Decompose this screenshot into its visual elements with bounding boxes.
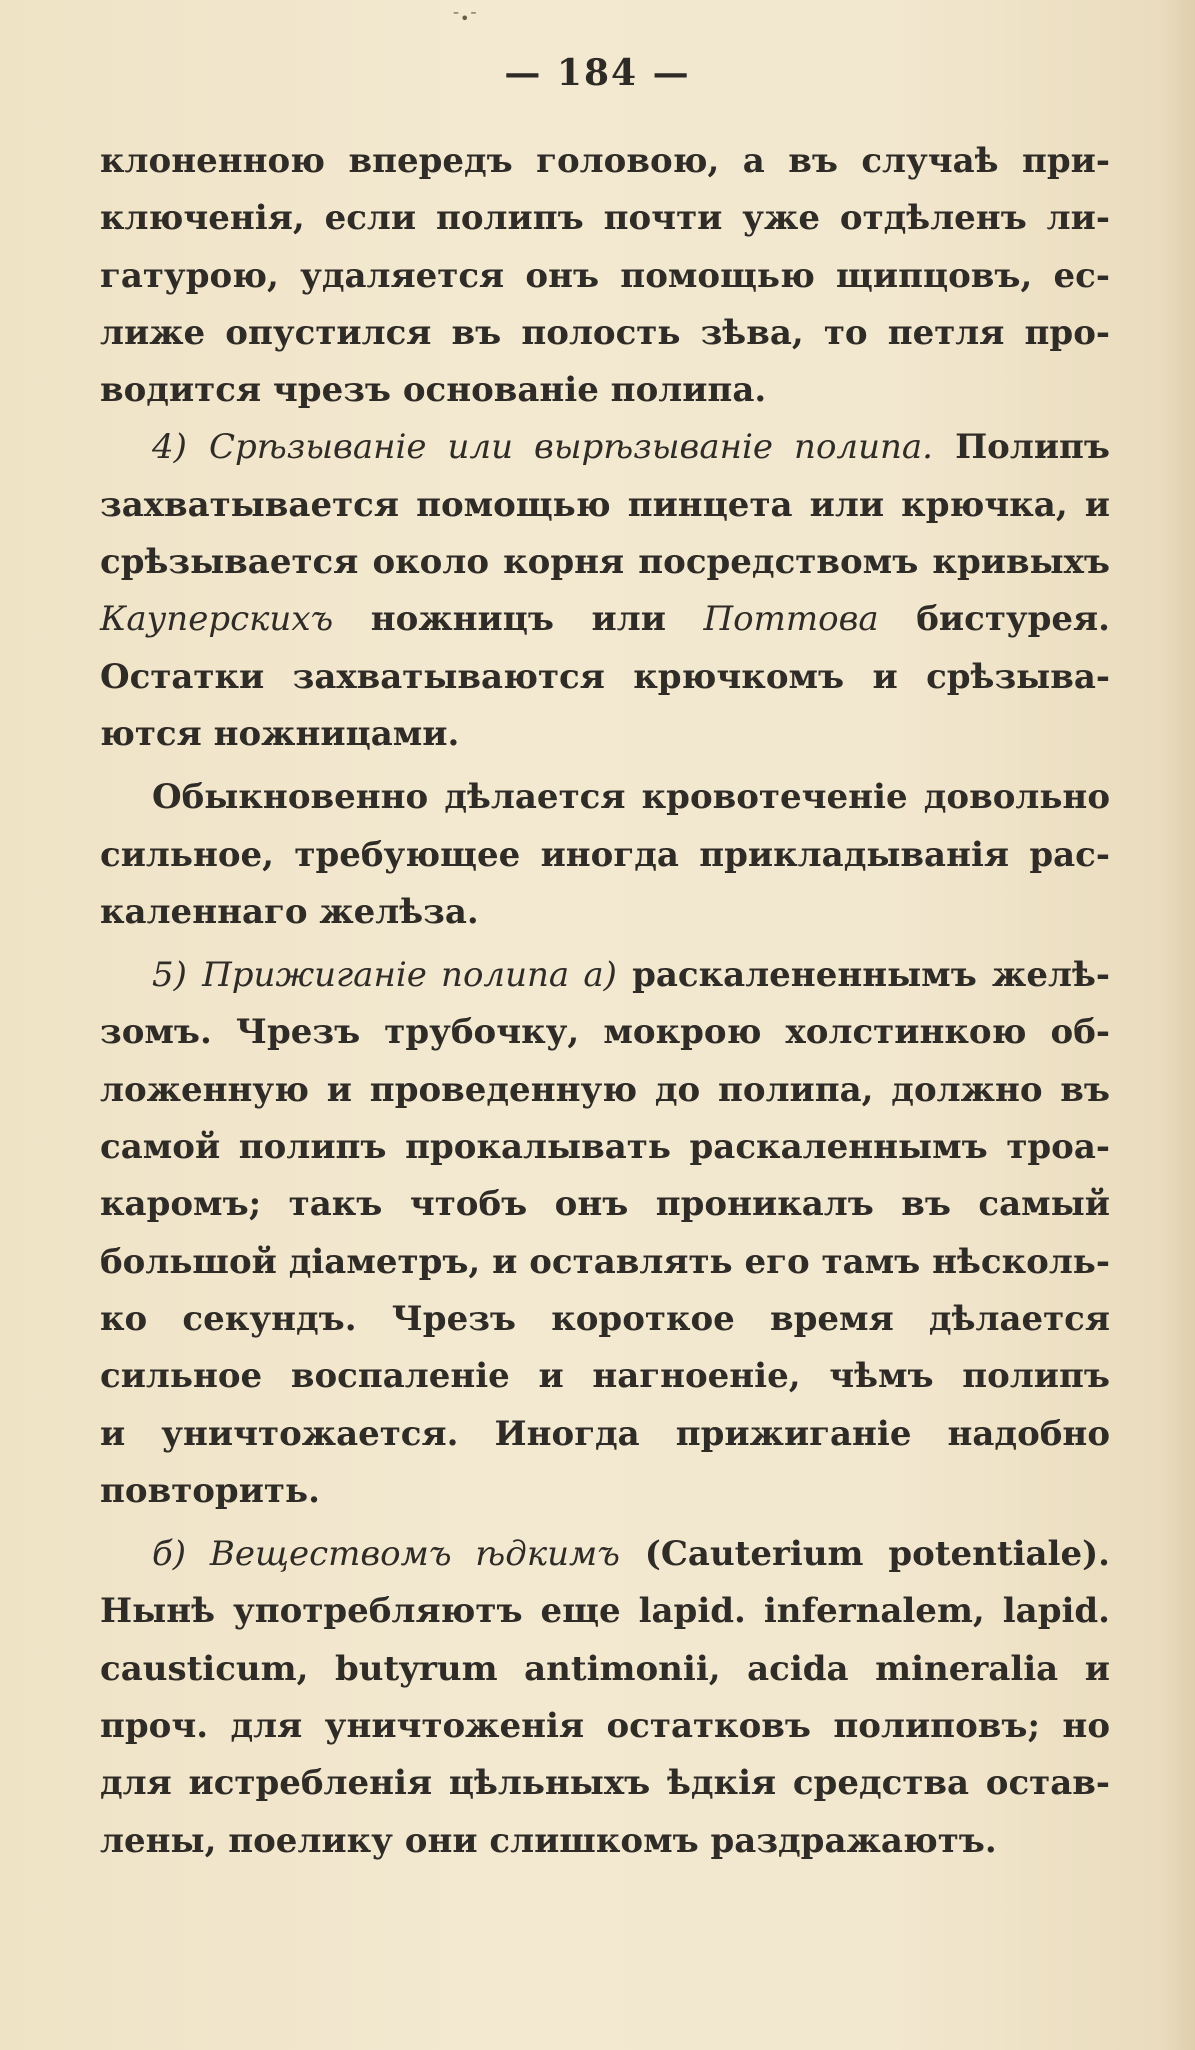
text-fragment: Полипъ [955, 427, 1111, 468]
text-line: повторить. [100, 1470, 320, 1511]
section-title: Прижиганіе полипа а) [202, 955, 617, 996]
section-4-heading-line [100, 419, 1110, 476]
section-number: 5) [152, 955, 187, 996]
text-line: каленнаго желѣза. [100, 891, 479, 932]
text-line: каромъ; такъ чтобъ онъ проникалъ въ самый [100, 1184, 1110, 1225]
text-line: сильное, требующее иногда прикладыванія рас- [100, 834, 1110, 875]
text-line: проч. для уничтоженія остатковъ полиповъ; но [100, 1706, 1110, 1747]
section-title: б) Веществомъ ѣдкимъ [152, 1534, 620, 1575]
italic-term: Поттова [703, 599, 879, 640]
text-line: сильное воспаленіе и нагноеніе, чѣмъ полипъ [100, 1356, 1110, 1397]
text-line: срѣзывается около корня посредствомъ кривыхъ [100, 542, 1110, 583]
text-line: для истребленія цѣльныхъ ѣдкія средства остав- [100, 1763, 1110, 1804]
text-line: causticum, butyrum antimonii, acida mineralia и [100, 1648, 1110, 1689]
section-5-heading-line [100, 947, 1110, 1004]
text-line: Обыкновенно дѣлается кровотеченіе довольно [152, 777, 1110, 818]
text-line: зомъ. Чрезъ трубочку, мокрою холстинкою об- [100, 1012, 1110, 1053]
text-line: Нынѣ употребляютъ еще lapid. infernalem, lapid. [100, 1591, 1110, 1632]
text-line: Остатки захватываются крючкомъ и срѣзыва- [100, 656, 1110, 697]
text-line: большой діаметръ, и оставлять его тамъ нѣсколь- [100, 1241, 1110, 1282]
text-line: ко секундъ. Чрезъ короткое время дѣлается [100, 1298, 1110, 1339]
text-line: ются ножницами. [100, 713, 460, 754]
text-line: клоненною впередъ головою, а въ случаѣ при- [100, 141, 1110, 181]
instrument-line [100, 591, 1110, 648]
text-line: водится чрезъ основаніе полипа. [100, 370, 767, 411]
text-line: и уничтожается. Иногда прижиганіе надобно [100, 1413, 1110, 1454]
page-body-text [100, 133, 1110, 1870]
section-title: Срѣзываніе или вырѣзываніе полипа. [209, 427, 933, 468]
page-number: — 184 — [504, 52, 691, 94]
text-line: захватывается помощью пинцета или крючка, и [100, 484, 1110, 525]
section-b-heading-line [100, 1526, 1110, 1583]
print-mark: ˉ•ˉ [452, 9, 478, 28]
italic-term: Кауперскихъ [100, 599, 334, 640]
text-fragment: раскалененнымъ желѣ- [632, 955, 1110, 996]
text-line: ключенія, если полипъ почти уже отдѣленъ ли- [100, 198, 1110, 239]
page-edge-shadow [1159, 0, 1195, 2050]
text-line: лиже опустился въ полость зѣва, то петля про- [100, 312, 1110, 353]
text-line: лены, поелику они слишкомъ раздражаютъ. [100, 1820, 997, 1861]
text-fragment: ножницъ или [370, 599, 666, 640]
text-fragment: бистурея. [916, 599, 1111, 640]
section-number: 4) [152, 427, 187, 468]
text-fragment: (Cauterium potentiale). [644, 1534, 1110, 1575]
text-line: самой полипъ прокалывать раскаленнымъ троа- [100, 1127, 1110, 1168]
text-line: гатурою, удаляется онъ помощью щипцовъ, ес- [100, 255, 1110, 296]
text-line: ложенную и проведенную до полипа, должно въ [100, 1069, 1110, 1110]
